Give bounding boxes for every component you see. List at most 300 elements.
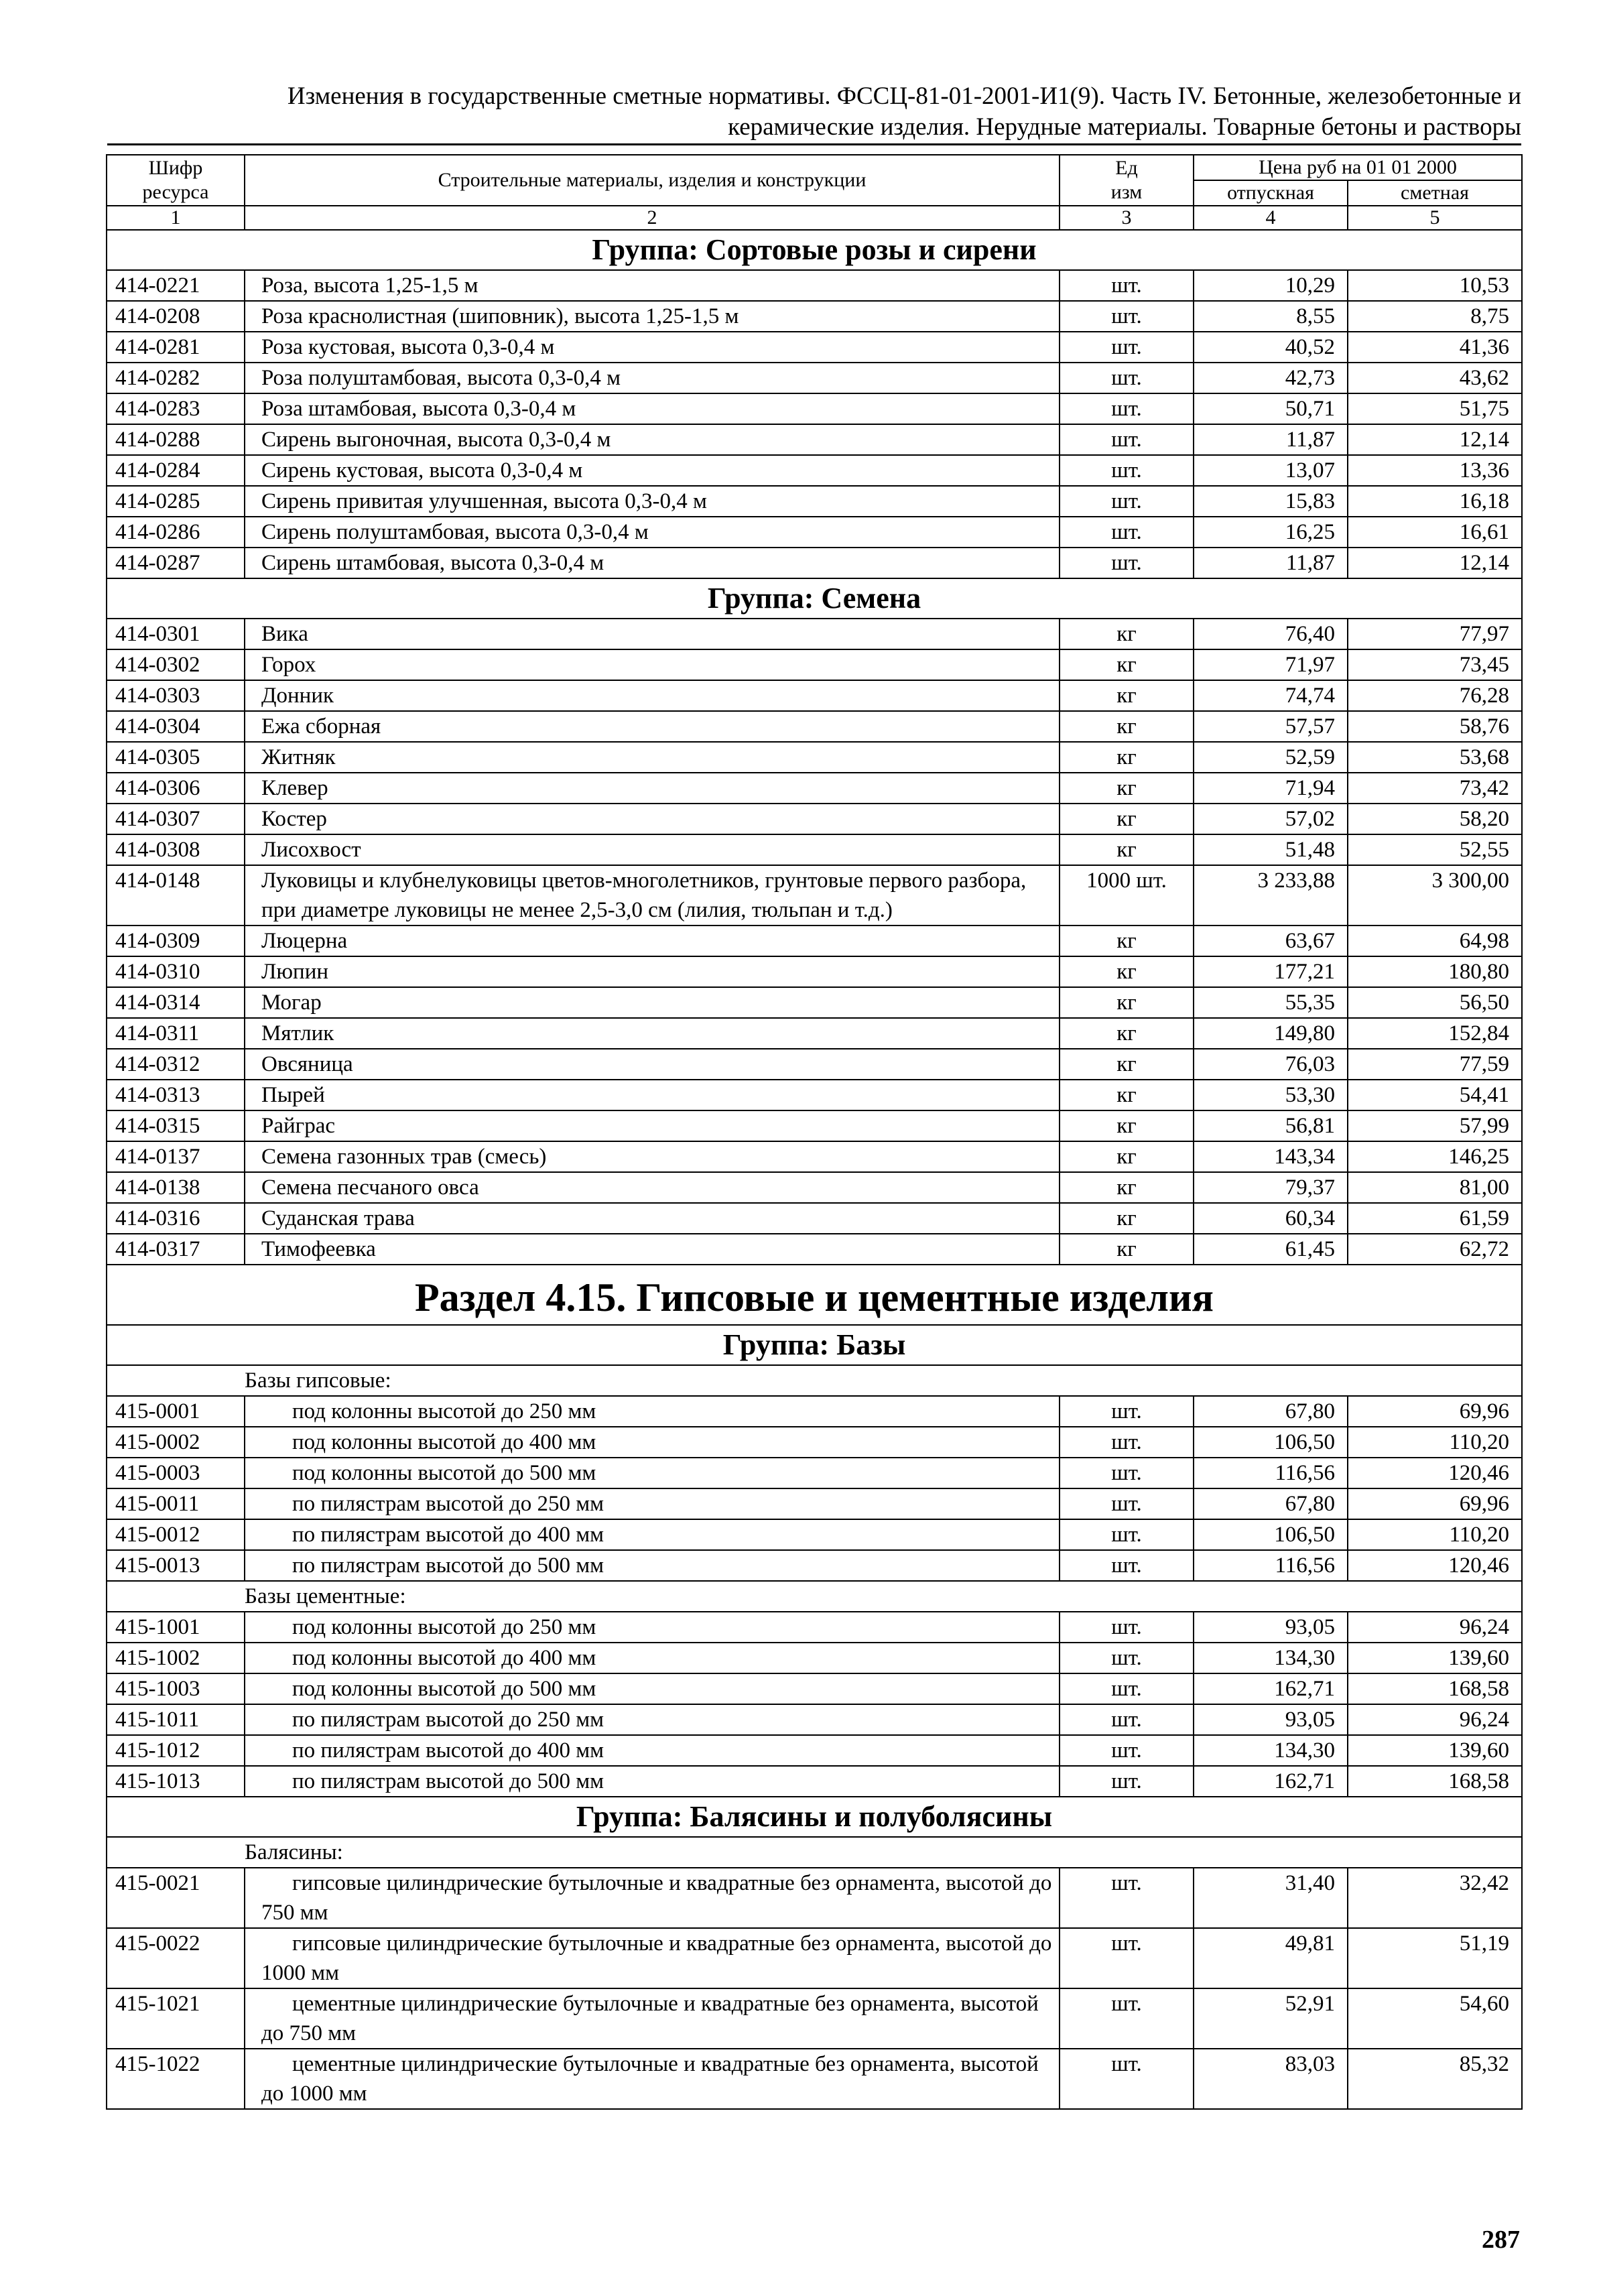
unit: кг [1060, 1049, 1194, 1080]
estimate-price: 110,20 [1348, 1427, 1522, 1458]
subheading-spacer [107, 1365, 245, 1396]
unit: кг [1060, 711, 1194, 742]
release-price: 52,59 [1194, 742, 1348, 773]
table-row [107, 1396, 1522, 1427]
release-price: 162,71 [1194, 1673, 1348, 1704]
estimate-price: 32,42 [1348, 1868, 1522, 1928]
release-price: 50,71 [1194, 393, 1348, 424]
unit: шт. [1060, 1735, 1194, 1766]
table-row [107, 332, 1522, 363]
resource-name: по пилястрам высотой до 250 мм [245, 1488, 1060, 1519]
unit: шт. [1060, 1396, 1194, 1427]
release-price: 53,30 [1194, 1080, 1348, 1110]
column-number-4: 4 [1194, 206, 1348, 230]
resource-name: Тимофеевка [245, 1234, 1060, 1265]
group-heading-roses [107, 230, 1522, 270]
unit: шт. [1060, 548, 1194, 578]
estimate-price: 96,24 [1348, 1704, 1522, 1735]
release-price: 40,52 [1194, 332, 1348, 363]
release-price: 83,03 [1194, 2049, 1348, 2109]
estimate-price: 120,46 [1348, 1550, 1522, 1581]
unit: шт. [1060, 393, 1194, 424]
group-heading-seeds-title: Группа: Семена [107, 578, 1522, 619]
resource-name: Сирень привитая улучшенная, высота 0,3-0,4 м [245, 486, 1060, 517]
release-price: 116,56 [1194, 1458, 1348, 1488]
release-price: 8,55 [1194, 301, 1348, 332]
release-price: 149,80 [1194, 1018, 1348, 1049]
table-row [107, 1735, 1522, 1766]
resource-name: гипсовые цилиндрические бутылочные и квадратные без орнамента, высотой до 1000 мм [245, 1928, 1060, 1988]
table-row [107, 1868, 1522, 1928]
table-row [107, 1049, 1522, 1080]
table-row [107, 926, 1522, 956]
column-number-2: 2 [245, 206, 1060, 230]
estimate-price: 120,46 [1348, 1458, 1522, 1488]
resource-code: 415-0002 [107, 1427, 245, 1458]
release-price: 116,56 [1194, 1550, 1348, 1581]
estimate-price: 61,59 [1348, 1203, 1522, 1234]
resource-code: 414-0148 [107, 865, 245, 926]
document-header-line-2: керамические изделия. Нерудные материалы. Товарные бетоны и растворы [728, 113, 1521, 141]
estimate-price: 85,32 [1348, 2049, 1522, 2109]
group-heading-balusters-title: Группа: Балясины и полуболясины [107, 1797, 1522, 1837]
header-rule [107, 143, 1521, 145]
table-row [107, 1458, 1522, 1488]
column-number-5: 5 [1348, 206, 1522, 230]
subheading-label: Балясины: [245, 1837, 1522, 1868]
resource-code: 414-0137 [107, 1141, 245, 1172]
resource-code: 414-0317 [107, 1234, 245, 1265]
release-price: 67,80 [1194, 1396, 1348, 1427]
estimate-price: 13,36 [1348, 455, 1522, 486]
document-header-line-1: Изменения в государственные сметные нормативы. ФССЦ-81-01-2001-И1(9). Часть IV. Бетонные, железобетонные и [287, 82, 1521, 110]
release-price: 71,94 [1194, 773, 1348, 804]
resource-code: 415-0022 [107, 1928, 245, 1988]
resource-name: под колонны высотой до 400 мм [245, 1643, 1060, 1673]
estimate-price: 53,68 [1348, 742, 1522, 773]
table-row [107, 393, 1522, 424]
release-price: 11,87 [1194, 548, 1348, 578]
group-heading-balusters [107, 1797, 1522, 1837]
release-price: 67,80 [1194, 1488, 1348, 1519]
release-price: 42,73 [1194, 363, 1348, 393]
estimate-price: 69,96 [1348, 1488, 1522, 1519]
subheading-label: Базы цементные: [245, 1581, 1522, 1612]
resource-name: Овсяница [245, 1049, 1060, 1080]
release-price: 31,40 [1194, 1868, 1348, 1928]
table-row [107, 1080, 1522, 1110]
table-row [107, 486, 1522, 517]
table-row [107, 270, 1522, 301]
unit: кг [1060, 773, 1194, 804]
section-heading [107, 1265, 1522, 1325]
resource-code: 415-0021 [107, 1868, 245, 1928]
release-price: 134,30 [1194, 1643, 1348, 1673]
resource-name: Горох [245, 649, 1060, 680]
estimate-price: 56,50 [1348, 987, 1522, 1018]
estimate-price: 76,28 [1348, 680, 1522, 711]
estimate-price: 146,25 [1348, 1141, 1522, 1172]
resource-name: по пилястрам высотой до 500 мм [245, 1766, 1060, 1797]
resource-code: 414-0138 [107, 1172, 245, 1203]
table-row [107, 363, 1522, 393]
column-number-row [107, 206, 1522, 230]
release-price: 56,81 [1194, 1110, 1348, 1141]
table-row [107, 1172, 1522, 1203]
estimate-price: 57,99 [1348, 1110, 1522, 1141]
subheading-spacer [107, 1837, 245, 1868]
resource-code: 415-1003 [107, 1673, 245, 1704]
resource-name: по пилястрам высотой до 250 мм [245, 1704, 1060, 1735]
release-price: 61,45 [1194, 1234, 1348, 1265]
table-row [107, 517, 1522, 548]
resource-code: 415-0013 [107, 1550, 245, 1581]
resource-code: 415-1011 [107, 1704, 245, 1735]
estimate-price: 110,20 [1348, 1519, 1522, 1550]
estimate-price: 73,42 [1348, 773, 1522, 804]
resource-code: 414-0301 [107, 619, 245, 649]
price-table [106, 154, 1523, 2110]
resource-code: 415-1013 [107, 1766, 245, 1797]
resource-name: по пилястрам высотой до 400 мм [245, 1735, 1060, 1766]
table-row [107, 680, 1522, 711]
estimate-price: 58,20 [1348, 804, 1522, 834]
column-number-1: 1 [107, 206, 245, 230]
release-price: 15,83 [1194, 486, 1348, 517]
release-price: 57,02 [1194, 804, 1348, 834]
resource-code: 414-0308 [107, 834, 245, 865]
table-row [107, 619, 1522, 649]
resource-name: Сирень полуштамбовая, высота 0,3-0,4 м [245, 517, 1060, 548]
resource-name: Ежа сборная [245, 711, 1060, 742]
resource-name: Сирень кустовая, высота 0,3-0,4 м [245, 455, 1060, 486]
resource-code: 414-0286 [107, 517, 245, 548]
resource-name: Житняк [245, 742, 1060, 773]
col-header-price-group: Цена руб на 01 01 2000 [1194, 155, 1522, 180]
unit: кг [1060, 1203, 1194, 1234]
release-price: 93,05 [1194, 1704, 1348, 1735]
resource-code: 414-0281 [107, 332, 245, 363]
unit: 1000 шт. [1060, 865, 1194, 926]
resource-name: гипсовые цилиндрические бутылочные и квадратные без орнамента, высотой до 750 мм [245, 1868, 1060, 1928]
table-row [107, 1673, 1522, 1704]
resource-code: 414-0306 [107, 773, 245, 804]
estimate-price: 62,72 [1348, 1234, 1522, 1265]
release-price: 143,34 [1194, 1141, 1348, 1172]
release-price: 106,50 [1194, 1519, 1348, 1550]
resource-name: Сирень штамбовая, высота 0,3-0,4 м [245, 548, 1060, 578]
resource-code: 415-1012 [107, 1735, 245, 1766]
col-header-estimate-price: сметная [1348, 180, 1522, 206]
section-heading-title: Раздел 4.15. Гипсовые и цементные изделия [107, 1265, 1522, 1325]
estimate-price: 64,98 [1348, 926, 1522, 956]
unit: шт. [1060, 2049, 1194, 2109]
resource-code: 414-0283 [107, 393, 245, 424]
resource-code: 414-0305 [107, 742, 245, 773]
table-row [107, 1141, 1522, 1172]
price-table-body [107, 155, 1522, 2109]
estimate-price: 168,58 [1348, 1766, 1522, 1797]
table-row [107, 742, 1522, 773]
estimate-price: 180,80 [1348, 956, 1522, 987]
unit: кг [1060, 834, 1194, 865]
release-price: 52,91 [1194, 1988, 1348, 2049]
resource-code: 414-0307 [107, 804, 245, 834]
release-price: 13,07 [1194, 455, 1348, 486]
resource-name: Роза штамбовая, высота 0,3-0,4 м [245, 393, 1060, 424]
table-row [107, 987, 1522, 1018]
table-row [107, 2049, 1522, 2109]
table-row [107, 455, 1522, 486]
table-header-row [107, 155, 1522, 180]
table-row [107, 1550, 1522, 1581]
estimate-price: 139,60 [1348, 1643, 1522, 1673]
table-row [107, 711, 1522, 742]
table-row [107, 834, 1522, 865]
release-price: 11,87 [1194, 424, 1348, 455]
resource-name: по пилястрам высотой до 400 мм [245, 1519, 1060, 1550]
table-row [107, 773, 1522, 804]
table-row [107, 1110, 1522, 1141]
col-header-unit: Ед изм [1060, 155, 1194, 206]
table-row [107, 301, 1522, 332]
unit: кг [1060, 1018, 1194, 1049]
resource-code: 414-0309 [107, 926, 245, 956]
resource-name: Суданская трава [245, 1203, 1060, 1234]
estimate-price: 139,60 [1348, 1735, 1522, 1766]
unit: кг [1060, 956, 1194, 987]
estimate-price: 52,55 [1348, 834, 1522, 865]
resource-code: 414-0314 [107, 987, 245, 1018]
resource-name: Люцерна [245, 926, 1060, 956]
unit: шт. [1060, 1458, 1194, 1488]
table-row [107, 649, 1522, 680]
release-price: 134,30 [1194, 1735, 1348, 1766]
resource-name: Могар [245, 987, 1060, 1018]
resource-code: 414-0288 [107, 424, 245, 455]
table-row [107, 956, 1522, 987]
release-price: 63,67 [1194, 926, 1348, 956]
table-row [107, 1018, 1522, 1049]
table-row [107, 1488, 1522, 1519]
table-row [107, 1612, 1522, 1643]
unit: кг [1060, 1234, 1194, 1265]
unit: шт. [1060, 1488, 1194, 1519]
subheading-row [107, 1365, 1522, 1396]
estimate-price: 152,84 [1348, 1018, 1522, 1049]
unit: кг [1060, 649, 1194, 680]
table-row [107, 1766, 1522, 1797]
unit: кг [1060, 1141, 1194, 1172]
unit: шт. [1060, 1427, 1194, 1458]
estimate-price: 8,75 [1348, 301, 1522, 332]
unit: шт. [1060, 1868, 1194, 1928]
release-price: 10,29 [1194, 270, 1348, 301]
table-row [107, 1928, 1522, 1988]
resource-name: Пырей [245, 1080, 1060, 1110]
release-price: 106,50 [1194, 1427, 1348, 1458]
estimate-price: 77,59 [1348, 1049, 1522, 1080]
resource-name: Клевер [245, 773, 1060, 804]
resource-code: 414-0302 [107, 649, 245, 680]
unit: шт. [1060, 1673, 1194, 1704]
unit: шт. [1060, 1519, 1194, 1550]
subheading-row [107, 1581, 1522, 1612]
estimate-price: 16,18 [1348, 486, 1522, 517]
table-row [107, 424, 1522, 455]
release-price: 49,81 [1194, 1928, 1348, 1988]
release-price: 51,48 [1194, 834, 1348, 865]
estimate-price: 10,53 [1348, 270, 1522, 301]
table-row [107, 1988, 1522, 2049]
resource-name: Райграс [245, 1110, 1060, 1141]
resource-name: Роза полуштамбовая, высота 0,3-0,4 м [245, 363, 1060, 393]
resource-name: Донник [245, 680, 1060, 711]
unit: шт. [1060, 424, 1194, 455]
resource-code: 414-0312 [107, 1049, 245, 1080]
resource-name: Роза, высота 1,25-1,5 м [245, 270, 1060, 301]
resource-code: 414-0282 [107, 363, 245, 393]
estimate-price: 51,19 [1348, 1928, 1522, 1988]
resource-name: под колонны высотой до 250 мм [245, 1396, 1060, 1427]
resource-code: 414-0287 [107, 548, 245, 578]
estimate-price: 43,62 [1348, 363, 1522, 393]
estimate-price: 168,58 [1348, 1673, 1522, 1704]
estimate-price: 12,14 [1348, 424, 1522, 455]
unit: шт. [1060, 270, 1194, 301]
unit: шт. [1060, 1550, 1194, 1581]
resource-name: Лисохвост [245, 834, 1060, 865]
release-price: 76,03 [1194, 1049, 1348, 1080]
estimate-price: 51,75 [1348, 393, 1522, 424]
group-heading-bases-title: Группа: Базы [107, 1325, 1522, 1365]
release-price: 71,97 [1194, 649, 1348, 680]
table-row [107, 804, 1522, 834]
resource-code: 415-1001 [107, 1612, 245, 1643]
subheading-row [107, 1837, 1522, 1868]
resource-code: 415-1022 [107, 2049, 245, 2109]
unit: шт. [1060, 1928, 1194, 1988]
release-price: 177,21 [1194, 956, 1348, 987]
estimate-price: 3 300,00 [1348, 865, 1522, 926]
unit: шт. [1060, 363, 1194, 393]
release-price: 3 233,88 [1194, 865, 1348, 926]
estimate-price: 16,61 [1348, 517, 1522, 548]
resource-name: Люпин [245, 956, 1060, 987]
resource-name: Семена газонных трав (смесь) [245, 1141, 1060, 1172]
resource-code: 414-0208 [107, 301, 245, 332]
resource-name: под колонны высотой до 250 мм [245, 1612, 1060, 1643]
release-price: 74,74 [1194, 680, 1348, 711]
unit: шт. [1060, 455, 1194, 486]
resource-name: Вика [245, 619, 1060, 649]
table-row [107, 1519, 1522, 1550]
table-row [107, 1203, 1522, 1234]
resource-name: под колонны высотой до 500 мм [245, 1673, 1060, 1704]
resource-code: 414-0310 [107, 956, 245, 987]
release-price: 79,37 [1194, 1172, 1348, 1203]
release-price: 93,05 [1194, 1612, 1348, 1643]
resource-code: 415-1021 [107, 1988, 245, 2049]
release-price: 76,40 [1194, 619, 1348, 649]
estimate-price: 58,76 [1348, 711, 1522, 742]
resource-name: цементные цилиндрические бутылочные и квадратные без орнамента, высотой до 1000 мм [245, 2049, 1060, 2109]
table-row [107, 1704, 1522, 1735]
resource-code: 414-0315 [107, 1110, 245, 1141]
unit: шт. [1060, 1704, 1194, 1735]
resource-code: 414-0316 [107, 1203, 245, 1234]
resource-code: 415-0011 [107, 1488, 245, 1519]
table-row [107, 1427, 1522, 1458]
resource-name: под колонны высотой до 400 мм [245, 1427, 1060, 1458]
resource-name: под колонны высотой до 500 мм [245, 1458, 1060, 1488]
unit: шт. [1060, 301, 1194, 332]
resource-code: 414-0313 [107, 1080, 245, 1110]
unit: кг [1060, 619, 1194, 649]
resource-name: Роза кустовая, высота 0,3-0,4 м [245, 332, 1060, 363]
col-header-release-price: отпускная [1194, 180, 1348, 206]
subheading-spacer [107, 1581, 245, 1612]
column-number-3: 3 [1060, 206, 1194, 230]
release-price: 55,35 [1194, 987, 1348, 1018]
group-heading-seeds [107, 578, 1522, 619]
unit: кг [1060, 1080, 1194, 1110]
resource-name: Мятлик [245, 1018, 1060, 1049]
estimate-price: 54,60 [1348, 1988, 1522, 2049]
unit: кг [1060, 1172, 1194, 1203]
table-row [107, 1234, 1522, 1265]
table-row [107, 865, 1522, 926]
resource-code: 415-1002 [107, 1643, 245, 1673]
unit: шт. [1060, 486, 1194, 517]
unit: шт. [1060, 1766, 1194, 1797]
resource-name: Семена песчаного овса [245, 1172, 1060, 1203]
estimate-price: 41,36 [1348, 332, 1522, 363]
unit: кг [1060, 987, 1194, 1018]
estimate-price: 69,96 [1348, 1396, 1522, 1427]
resource-code: 414-0285 [107, 486, 245, 517]
unit: кг [1060, 680, 1194, 711]
estimate-price: 96,24 [1348, 1612, 1522, 1643]
table-row [107, 548, 1522, 578]
subheading-label: Базы гипсовые: [245, 1365, 1522, 1396]
release-price: 57,57 [1194, 711, 1348, 742]
unit: кг [1060, 1110, 1194, 1141]
group-heading-bases [107, 1325, 1522, 1365]
resource-code: 415-0003 [107, 1458, 245, 1488]
col-header-code: Шифр ресурса [107, 155, 245, 206]
resource-name: по пилястрам высотой до 500 мм [245, 1550, 1060, 1581]
resource-code: 415-0001 [107, 1396, 245, 1427]
resource-name: Луковицы и клубнелуковицы цветов-многолетников, грунтовые первого разбора, при диаметре луковицы не менее 2,5-3,0 см (лилия, тюльпан и т.д.) [245, 865, 1060, 926]
page-number: 287 [1482, 2226, 1520, 2254]
unit: шт. [1060, 1988, 1194, 2049]
release-price: 162,71 [1194, 1766, 1348, 1797]
table-row [107, 1643, 1522, 1673]
resource-code: 414-0311 [107, 1018, 245, 1049]
group-heading-roses-title: Группа: Сортовые розы и сирени [107, 230, 1522, 270]
resource-code: 414-0304 [107, 711, 245, 742]
release-price: 16,25 [1194, 517, 1348, 548]
estimate-price: 73,45 [1348, 649, 1522, 680]
resource-name: цементные цилиндрические бутылочные и квадратные без орнамента, высотой до 750 мм [245, 1988, 1060, 2049]
resource-code: 414-0284 [107, 455, 245, 486]
unit: шт. [1060, 1643, 1194, 1673]
resource-name: Роза краснолистная (шиповник), высота 1,25-1,5 м [245, 301, 1060, 332]
unit: шт. [1060, 517, 1194, 548]
resource-name: Костер [245, 804, 1060, 834]
unit: шт. [1060, 1612, 1194, 1643]
